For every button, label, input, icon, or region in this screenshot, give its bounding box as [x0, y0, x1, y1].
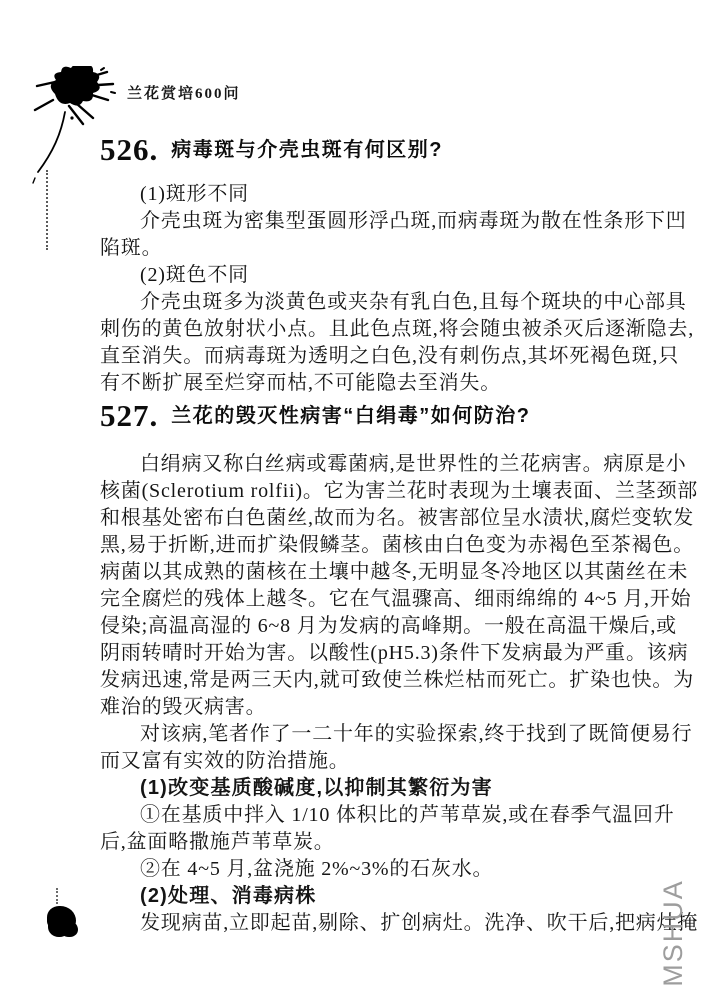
text-line: 完全腐烂的残体上越冬。它在气温骤高、细雨绵绵的 4~5 月,开始 [100, 588, 692, 610]
text-line: 对该病,笔者作了一二十年的实验探索,终于找到了既简便易行 [140, 723, 693, 745]
running-head-book-title: 兰花赏培600问 [127, 86, 241, 102]
text-line: 侵染;高温高湿的 6~8 月为发病的高峰期。一般在高温干燥后,或 [100, 615, 677, 637]
text-line: 陷斑。 [100, 237, 163, 259]
text-line: 和根基处密布白色菌丝,故而为名。被害部位呈水渍状,腐烂变软发 [100, 507, 694, 529]
text-line: 阴雨转晴时开始为害。以酸性(pH5.3)条件下发病最为严重。该病 [100, 642, 689, 664]
page-edge-ink-tab-mark [47, 906, 76, 933]
question-526-heading [100, 133, 443, 165]
question-526-number: 526. [100, 132, 159, 167]
text-line: 介壳虫斑多为淡黄色或夹杂有乳白色,且每个斑块的中心部具 [140, 291, 687, 313]
text-line: (1)斑形不同 [140, 183, 249, 205]
text-line: (2)斑色不同 [140, 264, 249, 286]
question-526-body [100, 181, 694, 397]
question-527-number: 527. [100, 398, 159, 433]
text-line: (2)处理、消毒病株 [140, 885, 317, 907]
text-line: ①在基质中拌入 1/10 体积比的芦苇草炭,或在春季气温回升 [140, 804, 675, 826]
text-line: 发现病苗,立即起苗,剔除、扩创病灶。洗净、吹干后,把病灶掩 [140, 912, 699, 934]
text-line: 黑,易于折断,进而扩染假鳞茎。菌核由白色变为赤褐色至茶褐色。 [100, 534, 694, 556]
question-527-heading [100, 399, 530, 431]
text-line: ②在 4~5 月,盆浇施 2%~3%的石灰水。 [140, 858, 494, 880]
text-line: 而又富有实效的防治措施。 [100, 750, 350, 772]
text-line: 后,盆面略撒施芦苇草炭。 [100, 831, 335, 853]
text-line: 病菌以其成熟的菌核在土壤中越冬,无明显冬冷地区以其菌丝在未 [100, 561, 689, 583]
text-line: 白绢病又称白丝病或霉菌病,是世界性的兰花病害。病原是小 [140, 453, 687, 475]
watermark-text: MSHUA [658, 879, 688, 987]
question-527-body [100, 451, 698, 937]
text-line: 介壳虫斑为密集型蛋圆形浮凸斑,而病毒斑为散在性条形下凹 [140, 210, 687, 232]
text-line: 直至消失。而病毒斑为透明之白色,没有刺伤点,其坏死褐色斑,只 [100, 345, 679, 367]
text-line: 刺伤的黄色放射状小点。且此色点斑,将会随虫被杀灭后逐渐隐去, [100, 318, 694, 340]
margin-dotted-marks-small [56, 888, 58, 904]
question-526-title: 病毒斑与介壳虫斑有何区别? [171, 139, 443, 161]
text-line: 发病迅速,常是两三天内,就可致使兰株烂枯而死亡。扩染也快。为 [100, 669, 694, 691]
text-line: (1)改变基质酸碱度,以抑制其繁衍为害 [140, 777, 493, 799]
text-line: 难治的毁灭病害。 [100, 696, 267, 718]
margin-dotted-marks [46, 170, 48, 250]
question-527-title: 兰花的毁灭性病害“白绢毒”如何防治? [171, 405, 531, 427]
text-line: 有不断扩展至烂穿而枯,不可能隐去至消失。 [100, 372, 501, 394]
text-line: 核菌(Sclerotium rolfii)。它为害兰花时表现为土壤表面、兰茎颈部 [100, 480, 699, 502]
